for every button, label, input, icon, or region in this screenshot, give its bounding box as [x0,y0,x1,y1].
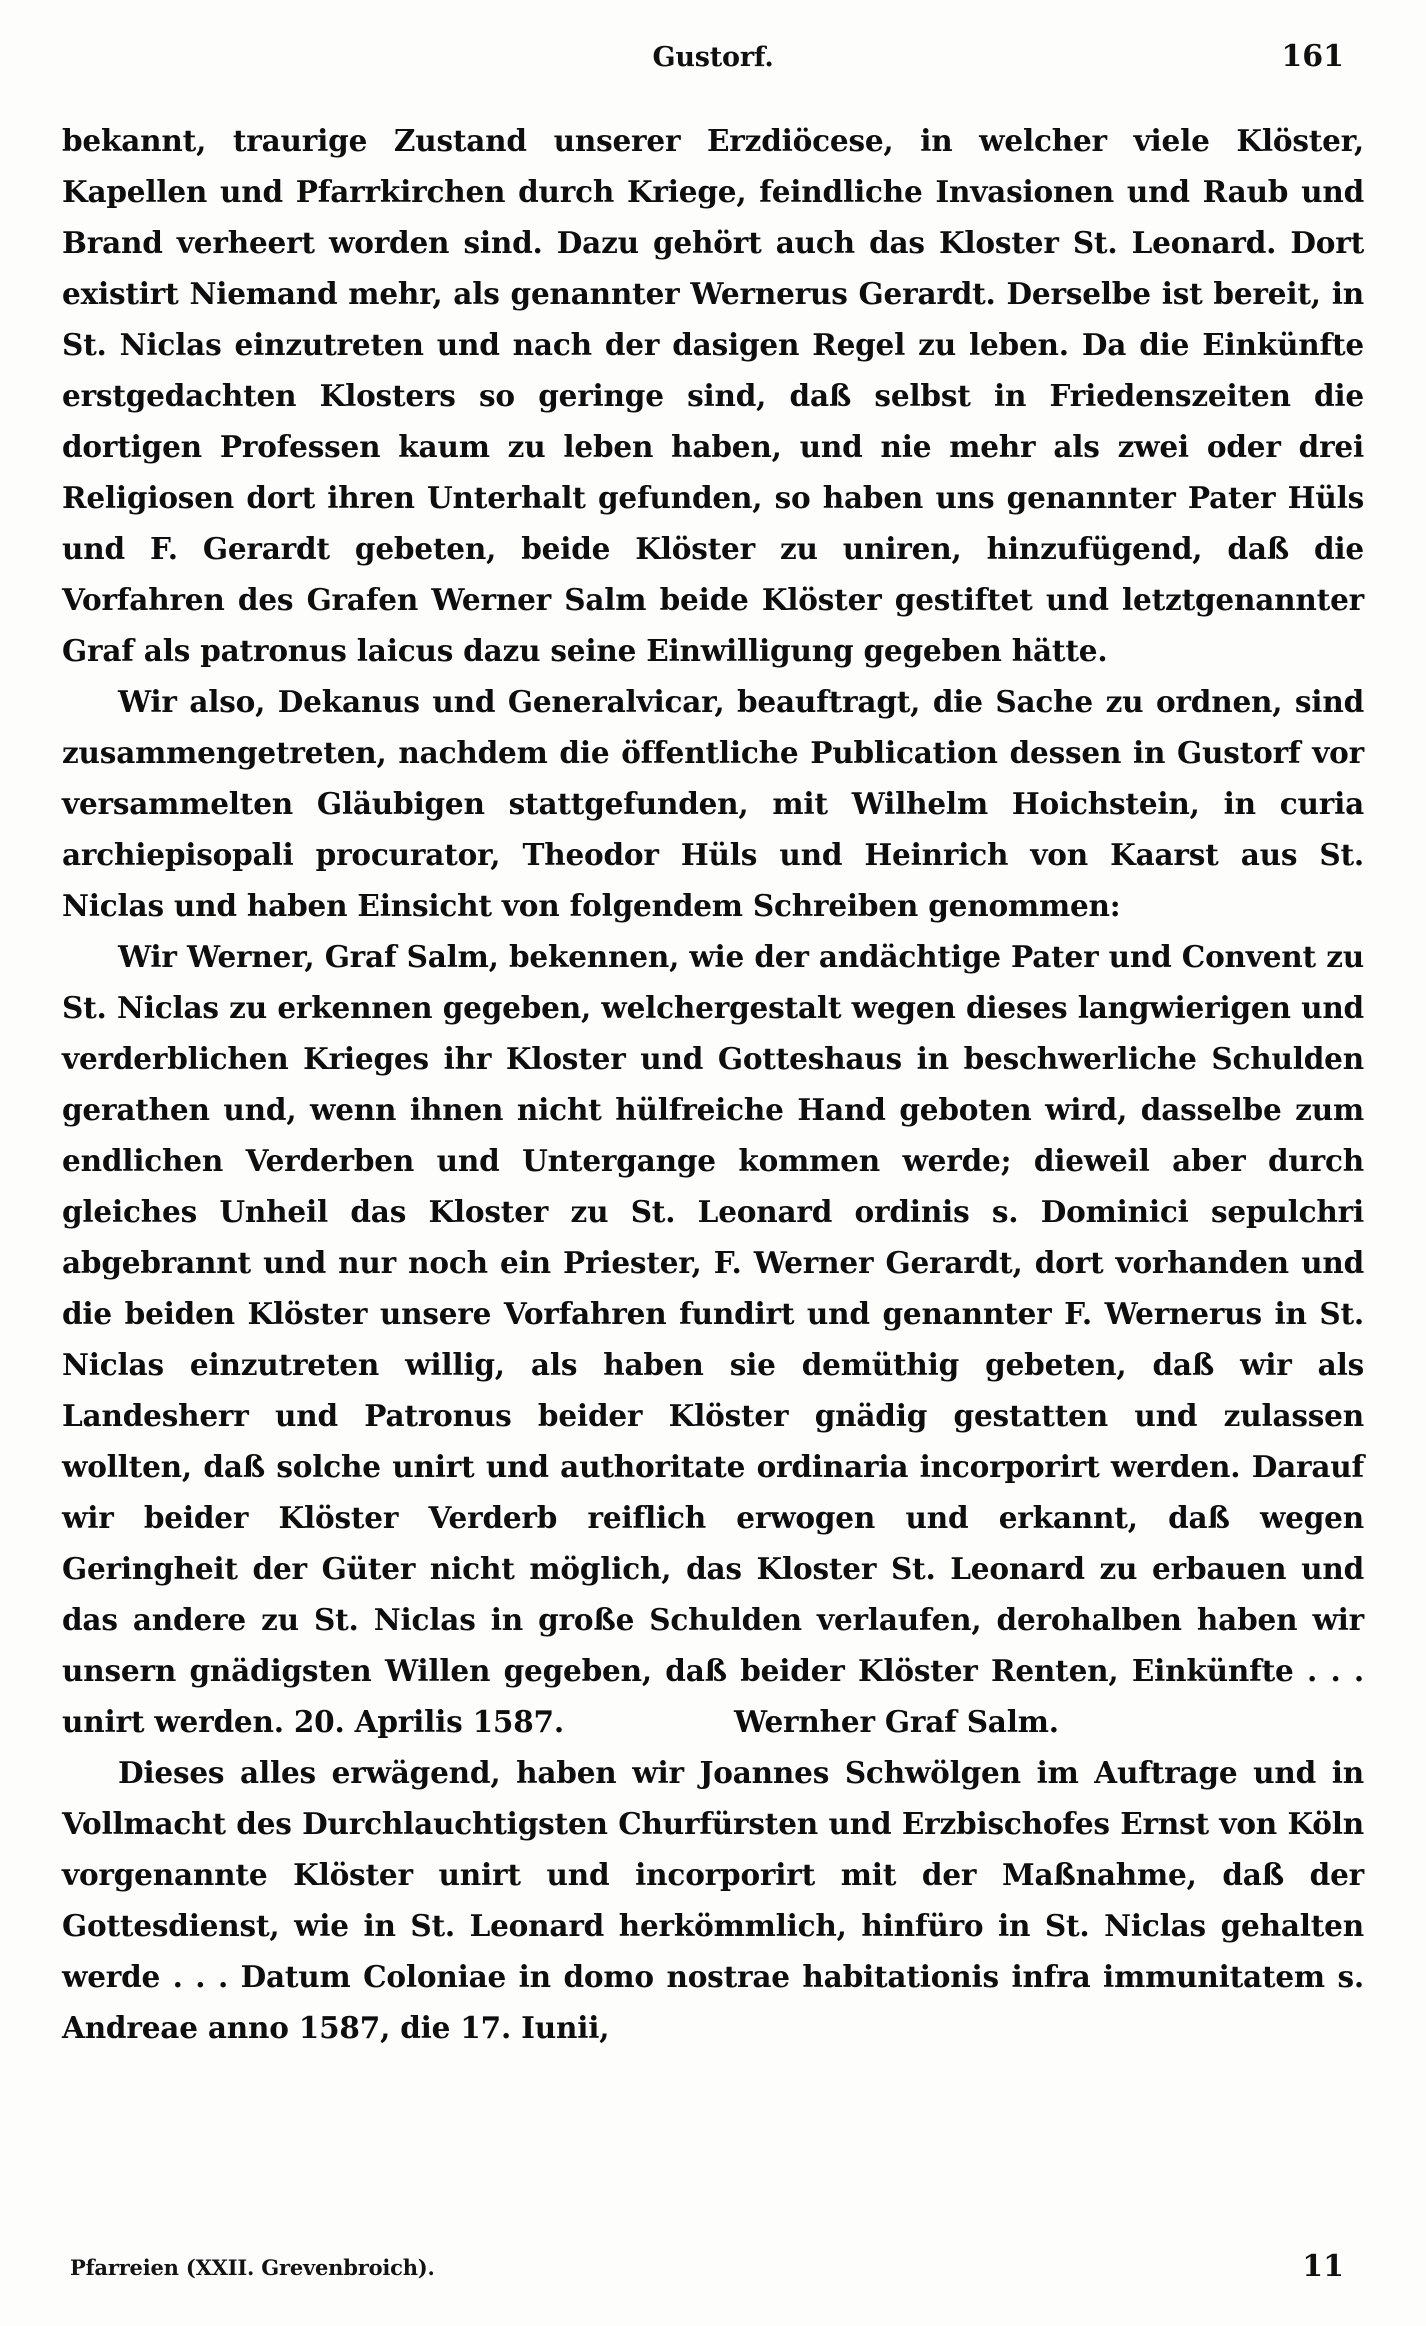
paragraph-1: bekannt, traurige Zustand unserer Erzdiöcese, in welcher viele Klöster, Kapellen und Pfarrkirchen durch Kriege, feindliche Invasionen und Raub und Brand verheert worden sind. Dazu gehört auch das Kloster St. Leonard. Dort existirt Niemand mehr, als genannter Wernerus Gerardt. Derselbe ist bereit, in St. Niclas einzutreten und nach der dasigen Regel zu leben. Da die Einkünfte erstgedachten Klosters so geringe sind, daß selbst in Friedenszeiten die dortigen Professen kaum zu leben haben, und nie mehr als zwei oder drei Religiosen dort ihren Unterhalt gefunden, so haben uns genannter Pater Hüls und F. Gerardt gebeten, beide Klöster zu uniren, hinzufügend, daß die Vorfahren des Grafen Werner Salm beide Klöster gestiftet und letztgenannter Graf als patronus laicus dazu seine Einwilligung gegeben hätte. [62,123,1364,668]
page-footer [62,2240,1366,2284]
page-number: 161 [1281,39,1344,74]
charter-signature: Wernher Graf Salm. [733,1704,1059,1739]
paragraph-3-text: Wir Werner, Graf Salm, bekennen, wie der andächtige Pater und Convent zu St. Niclas zu erkennen gegeben, welchergestalt wegen dieses langwierigen und verderblichen Krieges ihr Kloster und Gotteshaus in beschwerliche Schulden gerathen und, wenn ihnen nicht hülfreiche Hand geboten wird, dasselbe zum endlichen Verderben und Untergange kommen werde; dieweil aber durch gleiches Unheil das Kloster zu St. Leonard ordinis s. Dominici sepulchri abgebrannt und nur noch ein Priester, F. Werner Gerardt, dort vorhanden und die beiden Klöster unsere Vorfahren fundirt und genannter F. Wernerus in St. Niclas einzutreten willig, als haben sie demüthig gebeten, daß wir als Landesherr und Patronus beider Klöster gnädig gestatten und zulassen wollten, daß solche unirt und authoritate ordinaria incorporirt werden. Darauf wir beider Klöster Verderb reiflich erwogen und erkannt, daß wegen Geringheit der Güter nicht möglich, das Kloster St. Leonard zu erbauen und das andere zu St. Niclas in große Schulden verlaufen, derohalben haben wir unsern gnädigsten Willen gegeben, daß beider Klöster Renten, Einkünfte . . . unirt werden. 20. Aprilis 1587. [62,939,1364,1739]
running-head-title: Gustorf. [652,42,774,73]
footer-signature-number: 11 [1302,2249,1344,2284]
page-body [62,115,1364,2053]
footer-signature-note: Pfarreien (XXII. Grevenbroich). [70,2255,435,2280]
paragraph-4: Dieses alles erwägend, haben wir Joannes Schwölgen im Auftrage und in Vollmacht des Durchlauchtigsten Churfürsten und Erzbischofes Ernst von Köln vorgenannte Klöster unirt und incorporirt mit der Maßnahme, daß der Gottesdienst, wie in St. Leonard herkömmlich, hinfüro in St. Niclas gehalten werde . . . Datum Coloniae in domo nostrae habitationis infra immunitatem s. Andreae anno 1587, die 17. Iunii, [62,1755,1364,2045]
paragraph-2: Wir also, Dekanus und Generalvicar, beauftragt, die Sache zu ordnen, sind zusammengetreten, nachdem die öffentliche Publication dessen in Gustorf vor versammelten Gläubigen stattgefunden, mit Wilhelm Hoichstein, in curia archiepisopali procurator, Theodor Hüls und Heinrich von Kaarst aus St. Niclas und haben Einsicht von folgendem Schreiben genommen: [62,684,1364,923]
page-header [60,39,1366,84]
paragraph-3 [62,931,1364,1747]
